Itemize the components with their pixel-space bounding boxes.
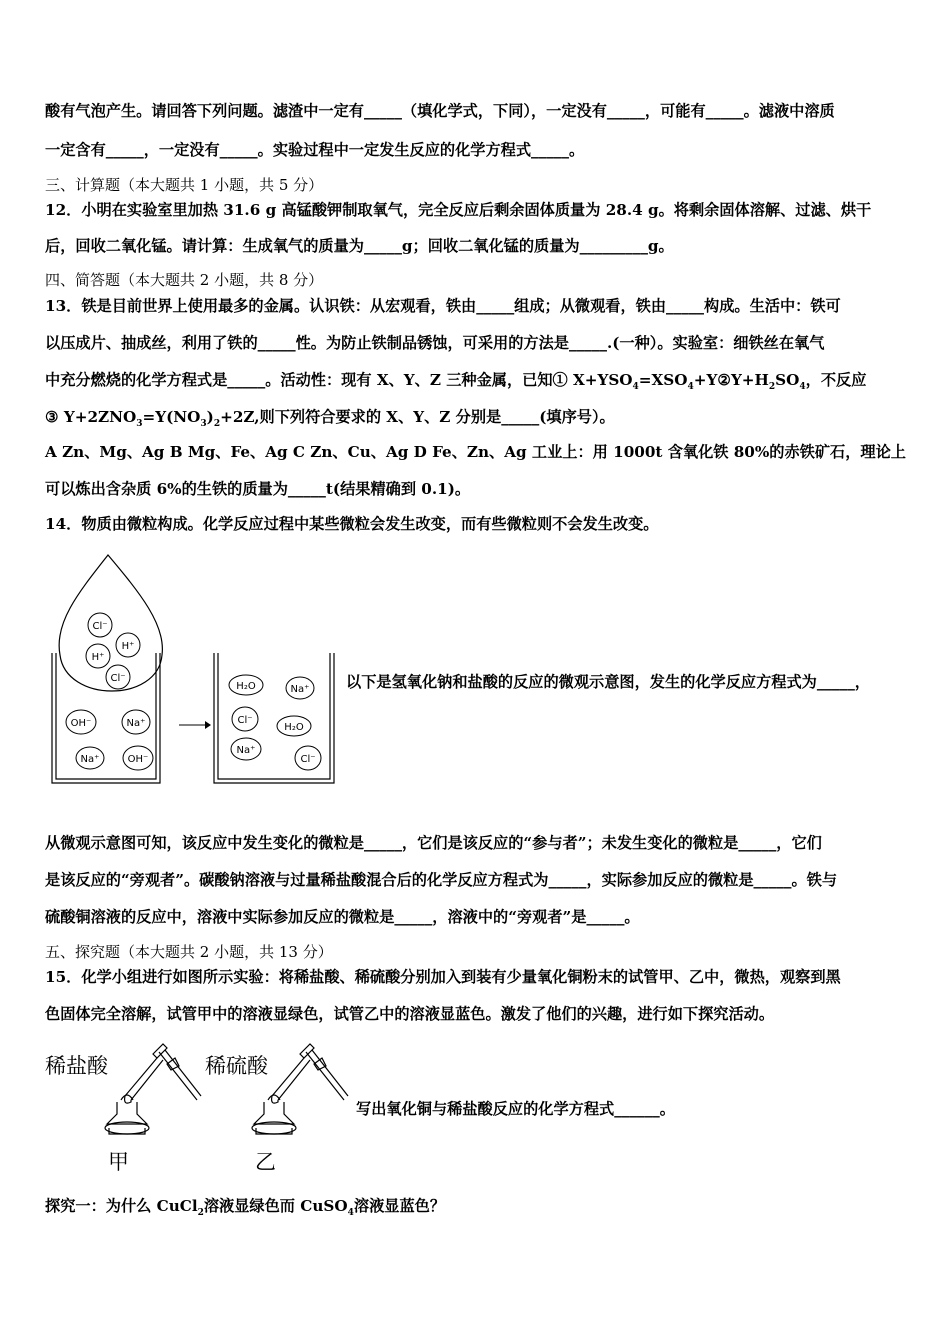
q14-diagram-caption: 以下是氢氧化钠和盐酸的反应的微观示意图，发生的化学反应方程式为_____，	[346, 673, 870, 691]
q11-line2: 一定含有_____，一定没有_____。实验过程中一定发生反应的化学方程式_____。	[45, 141, 585, 159]
q13-line5-options: A Zn、Mg、Ag B Mg、Fe、Ag C Zn、Cu、Ag D Fe、Zn、Ag 工业上：用 1000t 含氧化铁 80%的赤铁矿石，理论上	[45, 443, 906, 461]
particle-h: H⁺	[91, 652, 105, 663]
particle-cl: Cl⁻	[237, 715, 253, 726]
q14-line4: 硫酸铜溶液的反应中，溶液中实际参加反应的微粒是_____，溶液中的“旁观者”是_____。	[45, 908, 640, 926]
q13-line3: 中充分燃烧的化学方程式是_____。活动性：现有 X、Y、Z 三种金属，已知① $X+YSO_4=XSO_4+Y②Y+H_2SO_4$，不反应	[45, 371, 867, 393]
q13-line2: 以压成片、抽成丝，利用了铁的_____性。为防止铁制品锈蚀，可采用的方法是_____.(一种）。实验室：细铁丝在氧气	[45, 334, 825, 352]
particle-h: H⁺	[121, 641, 135, 652]
q14-line1: 14．物质由微粒构成。化学反应过程中某些微粒会发生改变，而有些微粒则不会发生改变。	[45, 515, 659, 533]
section-5-heading: 五、探究题（本大题共 2 小题，共 13 分）	[45, 943, 333, 961]
q11-line1: 酸有气泡产生。请回答下列问题。滤渣中一定有_____（填化学式，下同），一定没有_____，可能有_____。滤液中溶质	[45, 102, 835, 120]
q15-line2: 色固体完全溶解，试管甲中的溶液显绿色，试管乙中的溶液显蓝色。激发了他们的兴趣，进行如下探究活动。	[45, 1005, 774, 1023]
section-3-heading: 三、计算题（本大题共 1 小题，共 5 分）	[45, 176, 324, 194]
q12-line2: 后，回收二氧化锰。请计算：生成氧气的质量为_____g；回收二氧化锰的质量为_________g。	[45, 237, 674, 255]
q14-line3: 是该反应的“旁观者”。碳酸钠溶液与过量稀盐酸混合后的化学反应方程式为_____，实际参加反应的微粒是_____。铁与	[45, 871, 838, 889]
label-dilute-h2so4: 稀硫酸	[205, 1054, 268, 1078]
q12-line1: 12．小明在实验室里加热 31.6 g 高锰酸钾制取氧气，完全反应后剩余固体质量为 28.4 g。将剩余固体溶解、过滤、烘干	[45, 201, 872, 219]
particle-na: Na⁺	[80, 754, 100, 765]
particle-na: Na⁺	[236, 745, 256, 756]
q13-line6: 可以炼出含杂质 6%的生铁的质量为_____t(结果精确到 0.1)。	[45, 480, 471, 498]
label-tube-yi: 乙	[255, 1150, 276, 1174]
experiment-apparatus-jia	[95, 1040, 205, 1145]
particle-na: Na⁺	[126, 718, 146, 729]
particle-cl: Cl⁻	[92, 621, 108, 632]
experiment-apparatus-yi	[242, 1040, 352, 1145]
q13-line1: 13．铁是目前世界上使用最多的金属。认识铁：从宏观看，铁由_____组成；从微观看，铁由_____构成。生活中：铁可	[45, 297, 841, 315]
q15-line1: 15．化学小组进行如图所示实验：将稀盐酸、稀硫酸分别加入到装有少量氧化铜粉末的试管甲、乙中，微热，观察到黑	[45, 968, 841, 986]
q15-caption: 写出氧化铜与稀盐酸反应的化学方程式______。	[356, 1100, 675, 1118]
particle-oh: OH⁻	[127, 754, 149, 765]
particle-h2o: H₂O	[284, 722, 304, 733]
particle-oh: OH⁻	[70, 718, 92, 729]
section-4-heading: 四、简答题（本大题共 2 小题，共 8 分）	[45, 271, 324, 289]
particle-cl: Cl⁻	[300, 754, 316, 765]
particle-na: Na⁺	[290, 684, 310, 695]
label-dilute-hcl: 稀盐酸	[45, 1054, 108, 1078]
label-tube-jia: 甲	[108, 1150, 129, 1174]
particle-cl: Cl⁻	[110, 673, 126, 684]
q15-explore-one: 探究一：为什么 CuCl$_2$溶液显绿色而 CuSO$_4$溶液显蓝色？	[45, 1197, 445, 1219]
particle-h2o: H₂O	[236, 681, 256, 692]
q14-line2: 从微观示意图可知，该反应中发生变化的微粒是_____，它们是该反应的“参与者”；未发生变化的微粒是_____，它们	[45, 834, 822, 852]
neutralization-diagram	[48, 553, 343, 788]
q13-line4: ③ $Y+2ZNO_3=Y(NO_3)_2+2Z$,则下列符合要求的 X、Y、Z 分别是_____(填序号）。	[45, 408, 615, 430]
